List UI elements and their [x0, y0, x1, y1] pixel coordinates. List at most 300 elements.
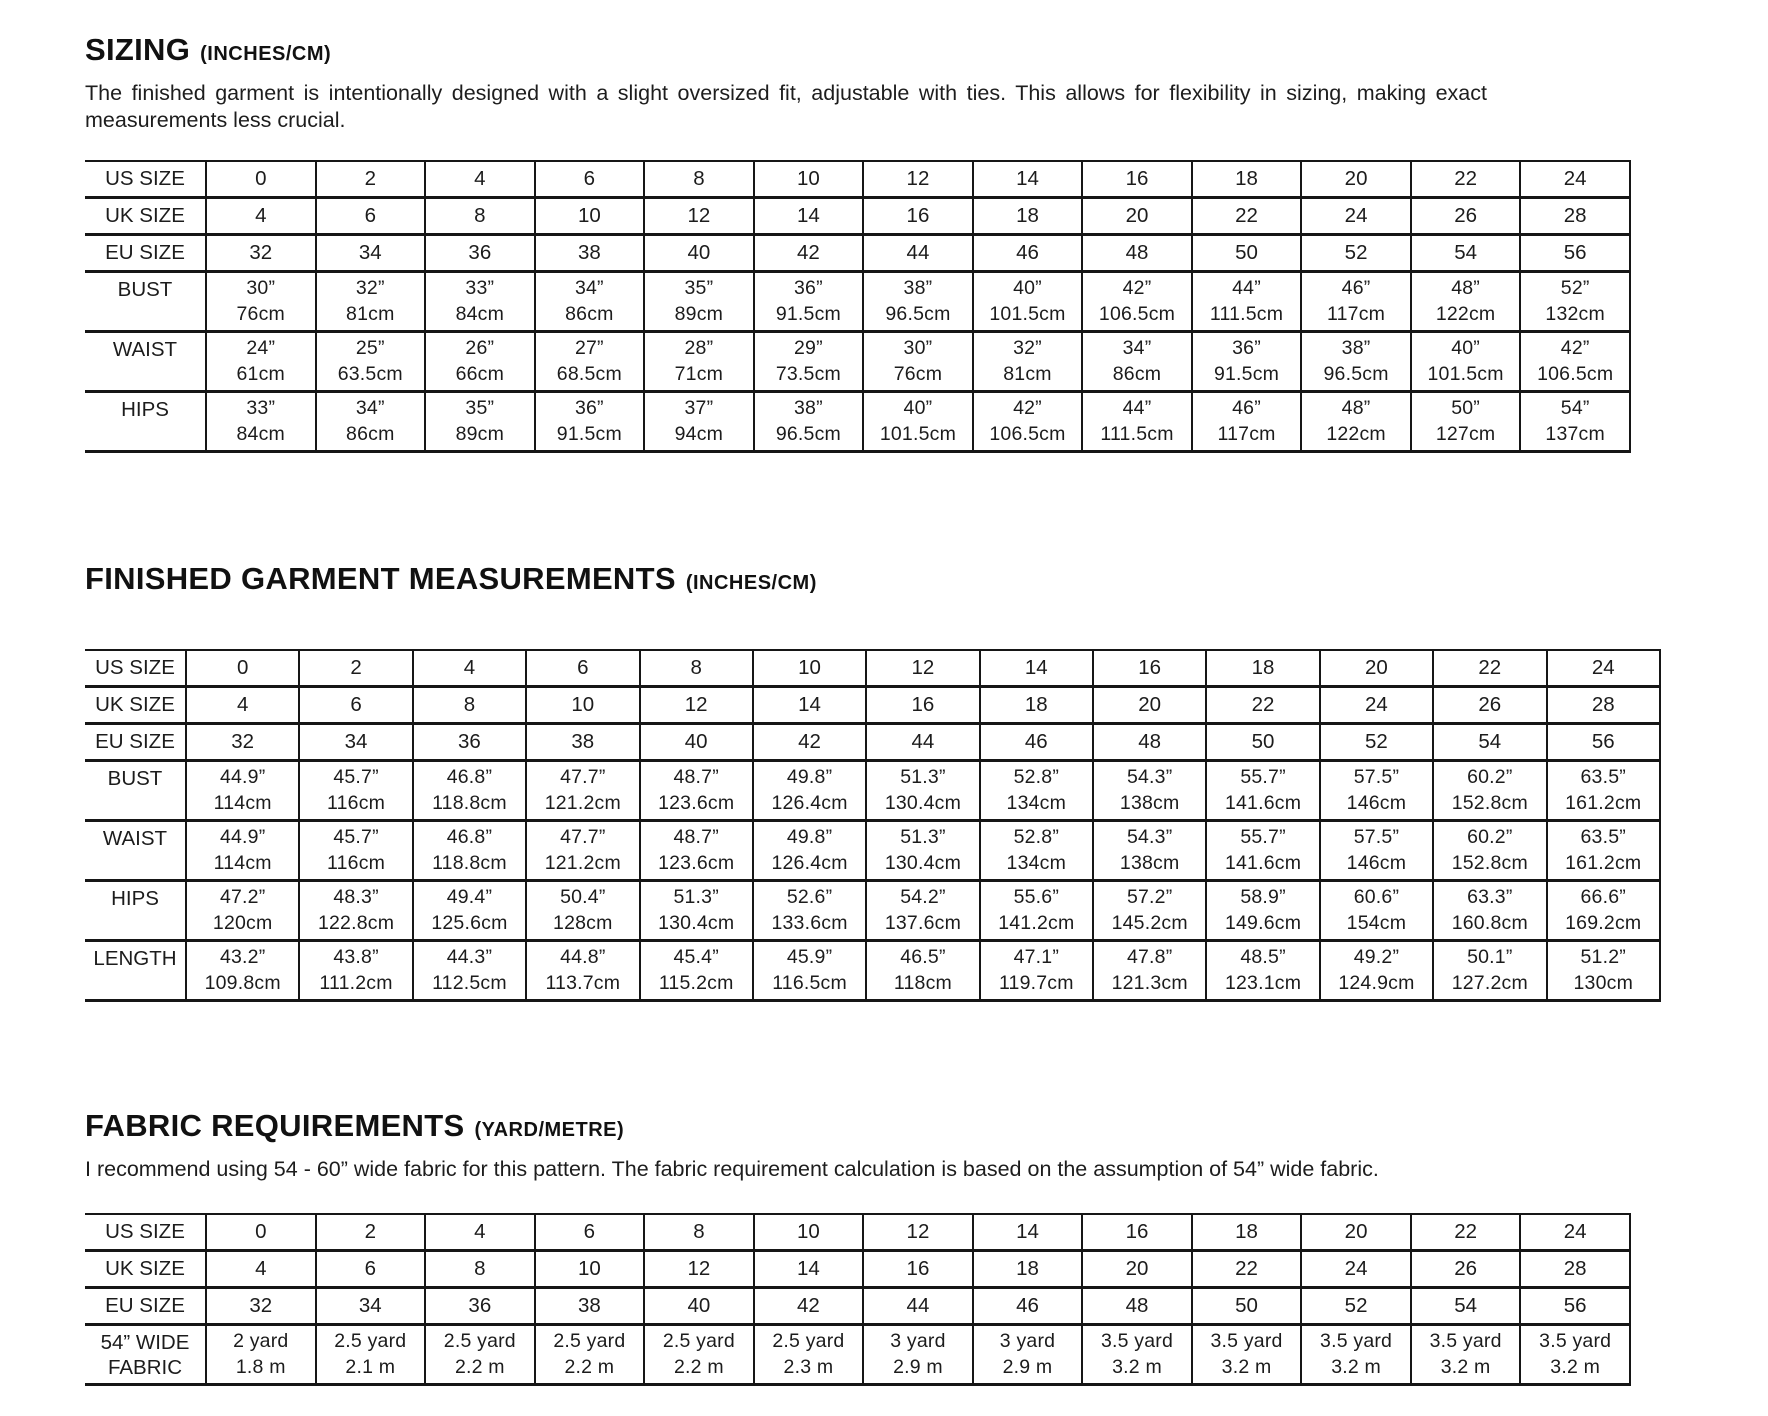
- measurement-cell: [863, 332, 973, 392]
- size-cell: 8: [425, 198, 535, 235]
- size-cell: 32: [206, 235, 316, 272]
- size-cell: 20: [1301, 161, 1411, 198]
- value-primary: 44.8”: [560, 946, 606, 968]
- value-secondary: 145.2cm: [1111, 912, 1188, 934]
- value-secondary: 86cm: [565, 303, 614, 325]
- fabric-requirements-section: [85, 1106, 1708, 1386]
- value-primary: 66.6”: [1580, 886, 1626, 908]
- value-secondary: 96.5cm: [885, 303, 951, 325]
- fabric-description: I recommend using 54 - 60” wide fabric for this pattern. The fabric requirement calculation is based on the assumption of 54” wide fabric.: [85, 1157, 1379, 1181]
- measurement-cell: [640, 941, 753, 1001]
- size-cell: 8: [644, 1214, 754, 1251]
- value-secondary: 141.6cm: [1224, 852, 1302, 874]
- size-cell: 20: [1082, 198, 1192, 235]
- measurement-cell: [1520, 272, 1630, 332]
- size-cell: 56: [1520, 1288, 1630, 1325]
- measurement-cell: [1411, 332, 1521, 392]
- size-cell: 6: [299, 687, 412, 724]
- table-row: [85, 1251, 1630, 1288]
- size-cell: 20: [1301, 1214, 1411, 1251]
- value-secondary: 116cm: [327, 792, 386, 814]
- value-secondary: 137.6cm: [884, 912, 962, 934]
- value-primary: 54”: [1560, 397, 1590, 419]
- value-secondary: 169.2cm: [1565, 912, 1642, 934]
- value-secondary: 130.4cm: [884, 852, 962, 874]
- value-secondary: 133.6cm: [771, 912, 848, 934]
- measurement-cell: [753, 881, 866, 941]
- measurement-cell: [413, 881, 526, 941]
- size-cell: 22: [1192, 1251, 1302, 1288]
- value-primary: 54.2”: [900, 886, 946, 908]
- value-primary: 51.2”: [1580, 946, 1626, 968]
- measurement-cell: [299, 941, 412, 1001]
- value-secondary: 81cm: [346, 303, 395, 325]
- measurement-cell: [299, 881, 412, 941]
- value-secondary: 161.2cm: [1565, 852, 1642, 874]
- value-primary: 44.9”: [219, 826, 266, 848]
- value-primary: 45.7”: [333, 766, 379, 788]
- row-label: EU SIZE: [85, 1288, 206, 1325]
- value-primary: 54.3”: [1126, 766, 1173, 788]
- measurement-cell: [1547, 881, 1661, 941]
- value-primary: 45.7”: [333, 826, 379, 848]
- value-secondary: 124.9cm: [1338, 972, 1415, 994]
- measurement-cell: [526, 881, 639, 941]
- value-primary: 52.8”: [1013, 766, 1060, 788]
- sizing-heading-text: SIZING: [85, 32, 191, 67]
- value-primary: 3 yard: [999, 1330, 1056, 1352]
- measurement-cell: [863, 392, 973, 452]
- measurement-cell: [425, 392, 535, 452]
- row-label: UK SIZE: [85, 1251, 206, 1288]
- row-label: LENGTH: [85, 941, 186, 1001]
- value-primary: 48.3”: [333, 886, 379, 908]
- value-primary: 37”: [684, 397, 714, 419]
- size-cell: 20: [1082, 1251, 1192, 1288]
- size-cell: 8: [425, 1251, 535, 1288]
- measurement-cell: [1093, 881, 1206, 941]
- value-primary: 2 yard: [233, 1330, 289, 1352]
- measurement-cell: [1520, 1325, 1630, 1385]
- measurement-cell: [1082, 272, 1192, 332]
- measurement-cell: [640, 881, 753, 941]
- size-cell: 0: [206, 1214, 316, 1251]
- value-primary: 25”: [355, 337, 385, 359]
- value-secondary: 86cm: [346, 423, 395, 445]
- table-row: [85, 1214, 1630, 1251]
- row-label: US SIZE: [85, 161, 206, 198]
- value-secondary: 66cm: [455, 363, 505, 385]
- value-secondary: 154cm: [1346, 912, 1407, 934]
- table-row: [85, 272, 1630, 332]
- value-secondary: 1.8 m: [235, 1356, 286, 1378]
- size-cell: 2: [316, 1214, 426, 1251]
- finished-measurements-table: [85, 649, 1661, 1002]
- value-secondary: 125.6cm: [431, 912, 508, 934]
- measurement-cell: [1320, 881, 1433, 941]
- size-cell: 24: [1301, 1251, 1411, 1288]
- value-primary: 46.8”: [446, 826, 493, 848]
- row-label: EU SIZE: [85, 724, 186, 761]
- fabric-requirements-heading: [85, 1106, 1708, 1150]
- measurement-cell: [1192, 1325, 1302, 1385]
- row-label: UK SIZE: [85, 198, 206, 235]
- measurement-cell: [186, 761, 299, 821]
- size-cell: 18: [1192, 161, 1302, 198]
- value-secondary: 2.1 m: [345, 1356, 396, 1378]
- row-label: US SIZE: [85, 650, 186, 687]
- measurement-cell: [186, 881, 299, 941]
- size-cell: 32: [206, 1288, 316, 1325]
- size-cell: 42: [753, 724, 866, 761]
- size-cell: 22: [1411, 1214, 1521, 1251]
- size-cell: 16: [1093, 650, 1206, 687]
- size-cell: 12: [866, 650, 979, 687]
- measurement-cell: [1520, 392, 1630, 452]
- value-primary: 58.9”: [1240, 886, 1286, 908]
- measurement-cell: [640, 761, 753, 821]
- value-secondary: 114cm: [213, 792, 272, 814]
- value-secondary: 114cm: [213, 852, 272, 874]
- value-secondary: 121.2cm: [544, 792, 621, 814]
- table-row: [85, 881, 1660, 941]
- measurement-cell: [754, 392, 864, 452]
- measurement-cell: [1320, 761, 1433, 821]
- measurement-cell: [866, 941, 979, 1001]
- measurement-cell: [980, 761, 1093, 821]
- value-primary: 46”: [1341, 277, 1371, 299]
- value-primary: 47.8”: [1126, 946, 1173, 968]
- value-primary: 44”: [1122, 397, 1152, 419]
- measurement-cell: [1093, 821, 1206, 881]
- measurement-cell: [526, 821, 639, 881]
- measurement-cell: [1320, 821, 1433, 881]
- value-primary: 49.4”: [446, 886, 493, 908]
- size-cell: 24: [1520, 1214, 1630, 1251]
- value-primary: 2.5 yard: [553, 1330, 626, 1352]
- value-secondary: 86cm: [1112, 363, 1162, 385]
- value-secondary: 121.2cm: [544, 852, 621, 874]
- size-cell: 18: [973, 1251, 1083, 1288]
- value-primary: 60.6”: [1353, 886, 1400, 908]
- value-primary: 29”: [794, 337, 823, 359]
- value-primary: 51.3”: [673, 886, 719, 908]
- value-secondary: 141.6cm: [1224, 792, 1302, 814]
- value-primary: 52”: [1560, 277, 1590, 299]
- finished-measurements-heading: [85, 559, 1708, 603]
- value-secondary: 130.4cm: [658, 912, 735, 934]
- value-secondary: 101.5cm: [989, 303, 1066, 325]
- size-cell: 24: [1301, 198, 1411, 235]
- size-cell: 48: [1082, 235, 1192, 272]
- value-primary: 27”: [574, 337, 604, 359]
- measurement-cell: [1093, 941, 1206, 1001]
- size-cell: 4: [206, 1251, 316, 1288]
- measurement-cell: [753, 941, 866, 1001]
- measurement-cell: [535, 392, 645, 452]
- value-secondary: 130cm: [1573, 972, 1634, 994]
- value-secondary: 3.2 m: [1221, 1356, 1272, 1378]
- measurement-cell: [754, 332, 864, 392]
- size-cell: 20: [1093, 687, 1206, 724]
- size-cell: 40: [640, 724, 753, 761]
- size-cell: 38: [535, 1288, 645, 1325]
- size-cell: 26: [1411, 198, 1521, 235]
- measurement-cell: [866, 821, 979, 881]
- size-cell: 16: [1082, 1214, 1192, 1251]
- value-primary: 63.5”: [1580, 826, 1626, 848]
- size-cell: 26: [1433, 687, 1546, 724]
- sizing-description: The finished garment is intentionally designed with a slight oversized fit, adjustable with ties. This allows for flexibility in sizing, making exact measurements less crucial.: [85, 81, 1487, 132]
- measurement-cell: [973, 332, 1083, 392]
- size-cell: 54: [1433, 724, 1546, 761]
- measurement-cell: [206, 1325, 316, 1385]
- table-row: [85, 1325, 1630, 1385]
- value-primary: 50.1”: [1467, 946, 1513, 968]
- value-primary: 43.8”: [333, 946, 379, 968]
- measurement-cell: [754, 272, 864, 332]
- size-cell: 4: [425, 1214, 535, 1251]
- value-secondary: 134cm: [1006, 852, 1067, 874]
- size-cell: 50: [1206, 724, 1319, 761]
- value-secondary: 126.4cm: [771, 852, 848, 874]
- value-primary: 55.7”: [1240, 766, 1286, 788]
- measurement-cell: [1206, 941, 1319, 1001]
- value-primary: 30”: [246, 277, 276, 299]
- value-primary: 57.5”: [1353, 826, 1400, 848]
- table-row: [85, 198, 1630, 235]
- row-label: HIPS: [85, 881, 186, 941]
- value-primary: 57.5”: [1353, 766, 1400, 788]
- measurement-cell: [413, 821, 526, 881]
- value-secondary: 89cm: [455, 423, 505, 445]
- measurement-cell: [535, 332, 645, 392]
- row-label: WAIST: [85, 821, 186, 881]
- size-cell: 2: [299, 650, 412, 687]
- value-primary: 51.3”: [900, 826, 946, 848]
- size-cell: 40: [644, 1288, 754, 1325]
- value-primary: 42”: [1013, 397, 1042, 419]
- value-secondary: 122cm: [1326, 423, 1386, 445]
- value-primary: 48”: [1451, 277, 1480, 299]
- size-cell: 16: [863, 198, 973, 235]
- size-cell: 10: [526, 687, 639, 724]
- value-secondary: 2.2 m: [674, 1356, 724, 1378]
- table-row: [85, 332, 1630, 392]
- value-secondary: 111.5cm: [1209, 303, 1284, 325]
- size-cell: 26: [1411, 1251, 1521, 1288]
- size-cell: 56: [1520, 235, 1630, 272]
- value-primary: 2.5 yard: [662, 1330, 735, 1352]
- value-secondary: 127.2cm: [1451, 972, 1528, 994]
- table-row: [85, 687, 1660, 724]
- size-cell: 22: [1192, 198, 1302, 235]
- value-secondary: 130.4cm: [884, 792, 962, 814]
- value-primary: 48.7”: [673, 766, 719, 788]
- value-secondary: 134cm: [1006, 792, 1067, 814]
- value-primary: 42”: [1122, 277, 1152, 299]
- measurement-cell: [425, 272, 535, 332]
- value-secondary: 111.2cm: [319, 972, 393, 994]
- size-cell: 12: [644, 1251, 754, 1288]
- size-cell: 18: [973, 198, 1083, 235]
- size-cell: 12: [863, 161, 973, 198]
- value-primary: 38”: [1341, 337, 1371, 359]
- value-secondary: 2.9 m: [893, 1356, 943, 1378]
- value-primary: 45.4”: [673, 946, 719, 968]
- measurement-cell: [1206, 881, 1319, 941]
- value-primary: 33”: [246, 397, 276, 419]
- value-primary: 33”: [465, 277, 495, 299]
- value-primary: 26”: [465, 337, 495, 359]
- value-secondary: 120cm: [212, 912, 273, 934]
- value-primary: 3.5 yard: [1539, 1330, 1612, 1352]
- value-secondary: 81cm: [1003, 363, 1052, 385]
- measurement-cell: [644, 1325, 754, 1385]
- size-cell: 18: [1206, 650, 1319, 687]
- value-primary: 2.5 yard: [334, 1330, 407, 1352]
- value-secondary: 89cm: [674, 303, 724, 325]
- value-primary: 28”: [684, 337, 714, 359]
- size-cell: 6: [526, 650, 639, 687]
- measurement-cell: [186, 941, 299, 1001]
- size-cell: 6: [316, 1251, 426, 1288]
- value-secondary: 149.6cm: [1224, 912, 1302, 934]
- measurement-cell: [644, 272, 754, 332]
- value-secondary: 160.8cm: [1451, 912, 1528, 934]
- size-cell: 4: [425, 161, 535, 198]
- value-primary: 34”: [574, 277, 604, 299]
- value-primary: 36”: [1232, 337, 1261, 359]
- size-cell: 32: [186, 724, 299, 761]
- value-secondary: 112.5cm: [432, 972, 507, 994]
- value-primary: 38”: [794, 397, 823, 419]
- value-primary: 48”: [1341, 397, 1371, 419]
- value-secondary: 106.5cm: [989, 423, 1066, 445]
- value-primary: 50”: [1451, 397, 1480, 419]
- value-primary: 34”: [355, 397, 385, 419]
- measurement-cell: [1301, 392, 1411, 452]
- value-secondary: 96.5cm: [775, 423, 841, 445]
- size-cell: 6: [535, 1214, 645, 1251]
- value-primary: 47.7”: [560, 766, 606, 788]
- size-cell: 44: [863, 235, 973, 272]
- value-secondary: 76cm: [236, 303, 285, 325]
- size-cell: 46: [973, 235, 1083, 272]
- value-primary: 60.2”: [1467, 766, 1513, 788]
- table-row: [85, 821, 1660, 881]
- size-cell: 54: [1411, 1288, 1521, 1325]
- value-primary: 48.5”: [1240, 946, 1286, 968]
- size-cell: 46: [973, 1288, 1083, 1325]
- measurement-cell: [1082, 1325, 1192, 1385]
- value-primary: 44.3”: [446, 946, 493, 968]
- value-primary: 63.5”: [1580, 766, 1626, 788]
- value-secondary: 76cm: [893, 363, 943, 385]
- measurement-cell: [316, 332, 426, 392]
- measurement-cell: [753, 761, 866, 821]
- value-primary: 44.9”: [219, 766, 266, 788]
- value-secondary: 118.8cm: [432, 852, 507, 874]
- value-secondary: 118cm: [893, 972, 952, 994]
- value-secondary: 84cm: [236, 423, 285, 445]
- size-cell: 4: [413, 650, 526, 687]
- measurement-cell: [535, 272, 645, 332]
- value-secondary: 106.5cm: [1098, 303, 1176, 325]
- size-cell: 52: [1301, 235, 1411, 272]
- measurement-cell: [1192, 392, 1302, 452]
- measurement-cell: [1301, 1325, 1411, 1385]
- value-primary: 3.5 yard: [1100, 1330, 1174, 1352]
- table-row: [85, 1288, 1630, 1325]
- value-primary: 46.5”: [900, 946, 946, 968]
- size-cell: 20: [1320, 650, 1433, 687]
- value-primary: 47.2”: [219, 886, 266, 908]
- row-label: BUST: [85, 272, 206, 332]
- row-label: UK SIZE: [85, 687, 186, 724]
- measurement-cell: [316, 1325, 426, 1385]
- size-cell: 16: [863, 1251, 973, 1288]
- size-cell: 8: [644, 161, 754, 198]
- value-secondary: 146cm: [1346, 852, 1407, 874]
- measurement-cell: [206, 272, 316, 332]
- value-primary: 32”: [355, 277, 385, 299]
- value-secondary: 101.5cm: [879, 423, 957, 445]
- value-secondary: 138cm: [1119, 792, 1180, 814]
- size-cell: 14: [754, 1251, 864, 1288]
- measurement-cell: [186, 821, 299, 881]
- size-cell: 12: [644, 198, 754, 235]
- measurement-cell: [1320, 941, 1433, 1001]
- value-primary: 55.7”: [1240, 826, 1286, 848]
- value-secondary: 3.2 m: [1331, 1356, 1381, 1378]
- measurement-cell: [640, 821, 753, 881]
- value-primary: 3 yard: [890, 1330, 946, 1352]
- size-cell: 34: [316, 235, 426, 272]
- value-primary: 48.7”: [673, 826, 719, 848]
- measurement-cell: [1411, 1325, 1521, 1385]
- measurement-cell: [866, 881, 979, 941]
- value-primary: 49.8”: [786, 766, 833, 788]
- sizing-section: [85, 30, 1708, 453]
- measurement-cell: [980, 941, 1093, 1001]
- table-row: [85, 761, 1660, 821]
- value-secondary: 122.8cm: [317, 912, 395, 934]
- size-cell: 50: [1192, 1288, 1302, 1325]
- measurement-cell: [1192, 272, 1302, 332]
- value-secondary: 122cm: [1435, 303, 1496, 325]
- value-secondary: 152.8cm: [1451, 852, 1528, 874]
- value-primary: 45.9”: [786, 946, 833, 968]
- value-secondary: 91.5cm: [775, 303, 841, 325]
- value-secondary: 126.4cm: [771, 792, 848, 814]
- size-cell: 34: [299, 724, 412, 761]
- fabric-requirements-heading-text: FABRIC REQUIREMENTS: [85, 1108, 465, 1143]
- value-secondary: 111.5cm: [1100, 423, 1174, 445]
- value-secondary: 115.2cm: [658, 972, 734, 994]
- value-secondary: 91.5cm: [556, 423, 622, 445]
- measurement-cell: [863, 1325, 973, 1385]
- measurement-cell: [644, 332, 754, 392]
- measurement-cell: [206, 332, 316, 392]
- value-secondary: 101.5cm: [1427, 363, 1504, 385]
- value-secondary: 123.1cm: [1224, 972, 1302, 994]
- measurement-cell: [973, 1325, 1083, 1385]
- value-secondary: 94cm: [674, 423, 724, 445]
- value-secondary: 63.5cm: [337, 363, 403, 385]
- value-primary: 51.3”: [900, 766, 946, 788]
- finished-measurements-heading-units: (INCHES/CM): [685, 572, 817, 594]
